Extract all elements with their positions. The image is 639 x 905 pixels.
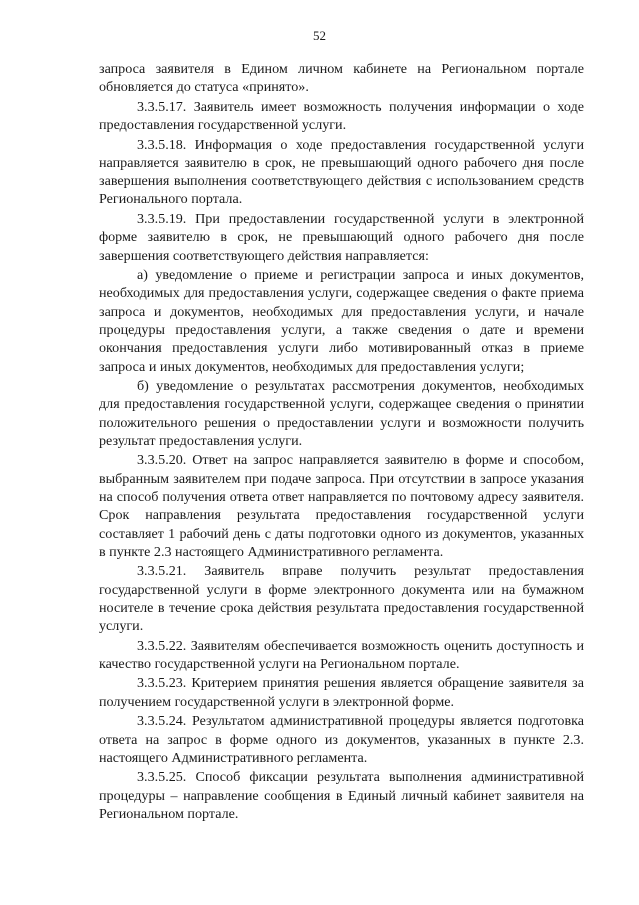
paragraph: 3.3.5.20. Ответ на запрос направляется заявителю в форме и способом, выбранным заявителем при подаче запроса. При отсутствии в запросе указания на способ получения ответа ответ направляется по почтовому адресу заявителя. Срок направления результата предоставления государственной услуги составляет 1 рабочий день с даты подготовки одного из документов, указанных в пункте 2.3 настоящего Административного регламента. [99, 452, 584, 560]
paragraph: 3.3.5.25. Способ фиксации результата выполнения административной процедуры – направление сообщения в Единый личный кабинет заявителя на Региональном портале. [99, 769, 584, 822]
paragraph: 3.3.5.23. Критерием принятия решения является обращение заявителя за получением государственной услуги в электронной форме. [99, 675, 584, 710]
page-number: 52 [313, 28, 326, 43]
paragraph: 3.3.5.24. Результатом административной процедуры является подготовка ответа на запрос в форме одного из документов, указанных в пункте 2.3. настоящего Административного регламента. [99, 713, 584, 766]
paragraph: 3.3.5.19. При предоставлении государственной услуги в электронной форме заявителю в срок, не превышающий одного рабочего дня после завершения соответствующего действия направляется: [99, 210, 584, 264]
paragraph: а) уведомление о приеме и регистрации запроса и иных документов, необходимых для предоставления услуги, содержащее сведения о факте приема запроса и документов, необходимых для предоставления услуги, и начале процедуры предоставления услуги, а также сведения о дате и времени окончания предоставления услуги либо мотивированный отказ в приеме запроса и иных документов, необходимых для предоставления услуги; [99, 267, 584, 375]
paragraph: б) уведомление о результатах рассмотрения документов, необходимых для предоставления государственной услуги, содержащее сведения о принятии положительного решения о предоставлении услуги и возможности получить результат предоставления услуги. [99, 377, 584, 449]
document-body [99, 60, 584, 824]
paragraph: 3.3.5.22. Заявителям обеспечивается возможность оценить доступность и качество государственной услуги на Региональном портале. [99, 637, 584, 672]
paragraph: запроса заявителя в Едином личном кабинете на Региональном портале обновляется до статуса «принято». [99, 61, 584, 96]
paragraph: 3.3.5.17. Заявитель имеет возможность получения информации о ходе предоставления государственной услуги. [99, 98, 584, 134]
paragraph: 3.3.5.18. Информация о ходе предоставления государственной услуги направляется заявителю в срок, не превышающий одного рабочего дня после завершения выполнения соответствующего действия с использованием средств Регионального портала. [99, 136, 584, 208]
paragraph: 3.3.5.21. Заявитель вправе получить результат предоставления государственной услуги в форме электронного документа или на бумажном носителе в течение срока действия результата предоставления государственной услуги. [99, 563, 584, 635]
